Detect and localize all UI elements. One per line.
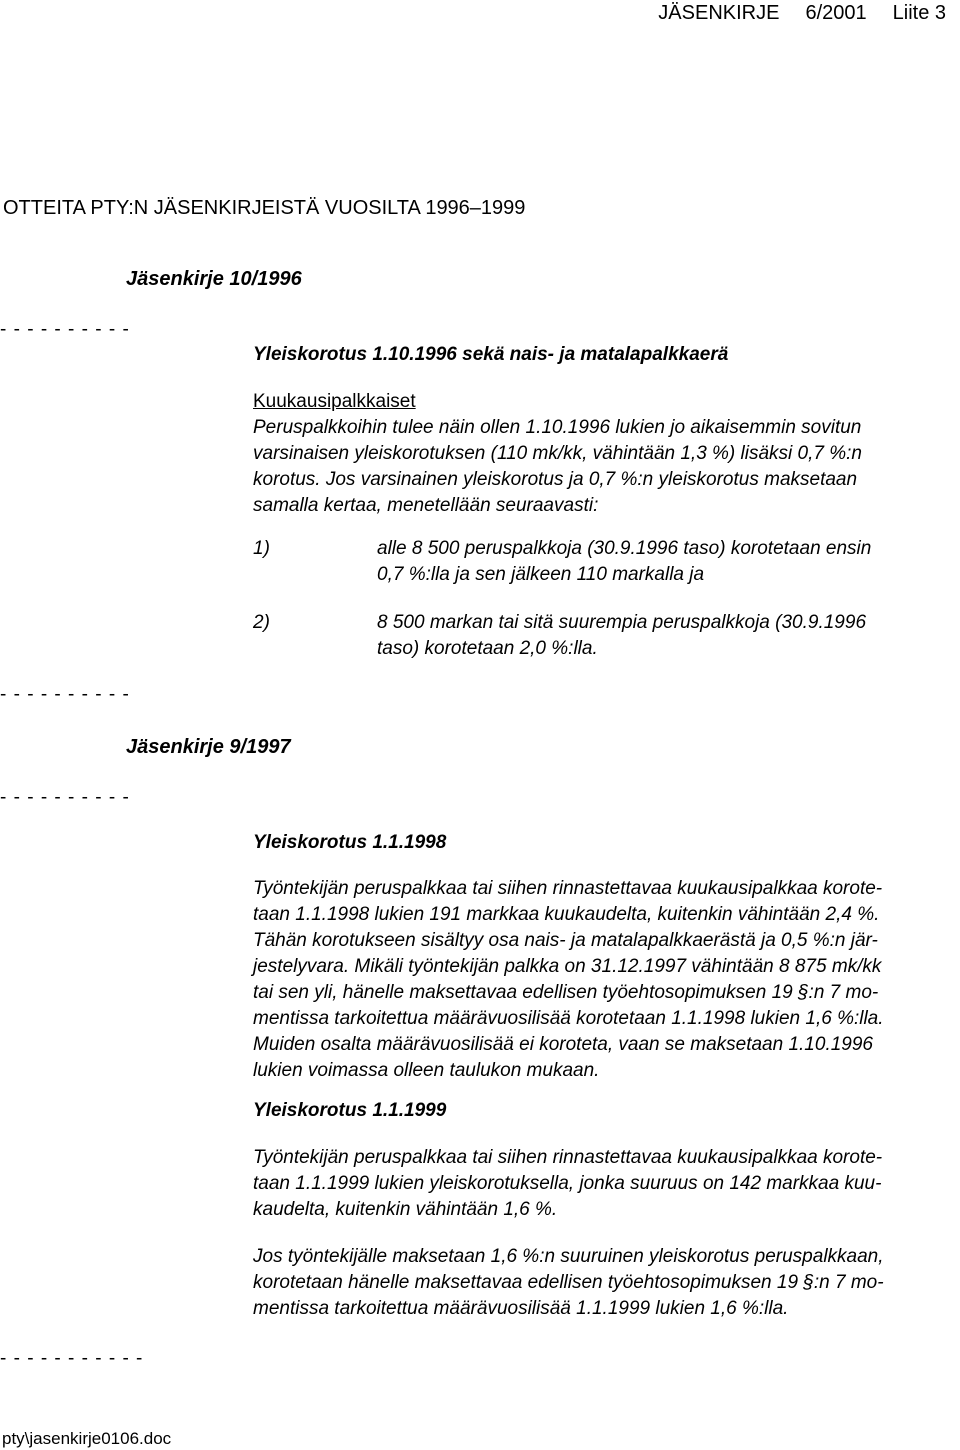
list-item-number: 1) [253,538,270,559]
body-line: Tähän korotukseen sisältyy osa nais- ja matalapalkkaerästä ja 0,5 %:n jär- [253,930,878,951]
list-item-line: 8 500 markan tai sitä suurempia peruspalkkoja (30.9.1996 [377,612,867,633]
letter-10-1996-subheading: Yleiskorotus 1.10.1996 sekä nais- ja matalapalkkaerä [253,344,729,365]
group-label: Kuukausipalkkaiset [253,391,416,412]
file-path-footer: pty\jasenkirje0106.doc [2,1429,172,1448]
body-line: Työntekijän peruspalkkaa tai siihen rinnastettavaa kuukausipalkkaa korote- [253,878,883,899]
letter-10-1996-heading: Jäsenkirje 10/1996 [126,268,302,290]
body-line: Muiden osalta määrävuosilisää ei koroteta, vaan se maksetaan 1.10.1996 [253,1034,873,1055]
body-line: lukien voimassa olleen taulukon mukaan. [253,1060,600,1081]
body-line: varsinaisen yleiskorotuksen (110 mk/kk, vähintään 1,3 %) lisäksi 0,7 %:n [253,443,862,464]
header-letter-name: JÄSENKIRJE [658,2,780,24]
list-item-line: taso) korotetaan 2,0 %:lla. [377,638,598,659]
header-issue: 6/2001 [805,2,867,24]
separator: - - - - - - - - - - [0,319,130,340]
separator: - - - - - - - - - - [0,684,130,705]
separator: - - - - - - - - - - [0,787,130,808]
extra-raise-paragraph [253,1244,953,1322]
body-line: korotus. Jos varsinainen yleiskorotus ja 0,7 %:n yleiskorotus maksetaan [253,469,858,490]
separator: - - - - - - - - - - - [0,1348,144,1369]
yleiskorotus-1998-heading: Yleiskorotus 1.1.1998 [253,832,447,853]
body-line: mentissa tarkoitettua määrävuosilisää korotetaan 1.1.1998 lukien 1,6 %:lla. [253,1008,884,1029]
page-header [632,0,946,26]
body-line: samalla kertaa, menetellään seuraavasti: [253,495,599,516]
list-item-line: 0,7 %:lla ja sen jälkeen 110 markalla ja [377,564,705,585]
body-line: mentissa tarkoitettua määrävuosilisää 1.1.1999 lukien 1,6 %:lla. [253,1298,789,1319]
header-attachment: Liite 3 [892,2,946,24]
list-item-line: alle 8 500 peruspalkkoja (30.9.1996 taso) korotetaan ensin [377,538,872,559]
body-line: kaudelta, kuitenkin vähintään 1,6 %. [253,1199,558,1220]
body-line: Jos työntekijälle maksetaan 1,6 %:n suuruinen yleiskorotus peruspalkkaan, [253,1246,884,1267]
body-line: tai sen yli, hänelle maksettavaa edellisen työehtosopimuksen 19 §:n 7 mo- [253,982,879,1003]
yleiskorotus-1998-paragraph [253,876,953,1084]
body-line: Peruspalkkoihin tulee näin ollen 1.10.1996 lukien jo aikaisemmin sovitun [253,417,862,438]
yleiskorotus-1999-paragraph [253,1145,953,1223]
list-item-number: 2) [253,612,270,633]
letter-9-1997-heading: Jäsenkirje 9/1997 [126,736,291,758]
letter-10-1996-body [253,389,953,519]
yleiskorotus-1999-heading: Yleiskorotus 1.1.1999 [253,1100,447,1121]
document-title: OTTEITA PTY:N JÄSENKIRJEISTÄ VUOSILTA 1996–1999 [3,197,526,219]
body-line: jestelyvara. Mikäli työntekijän palkka on 31.12.1997 vähintään 8 875 mk/kk [253,956,882,977]
body-line: taan 1.1.1999 lukien yleiskorotuksella, jonka suuruus on 142 markkaa kuu- [253,1173,882,1194]
body-line: Työntekijän peruspalkkaa tai siihen rinnastettavaa kuukausipalkkaa korote- [253,1147,883,1168]
body-line: korotetaan hänelle maksettavaa edellisen työehtosopimuksen 19 §:n 7 mo- [253,1272,884,1293]
body-line: taan 1.1.1998 lukien 191 markkaa kuukaudelta, kuitenkin vähintään 2,4 %. [253,904,880,925]
